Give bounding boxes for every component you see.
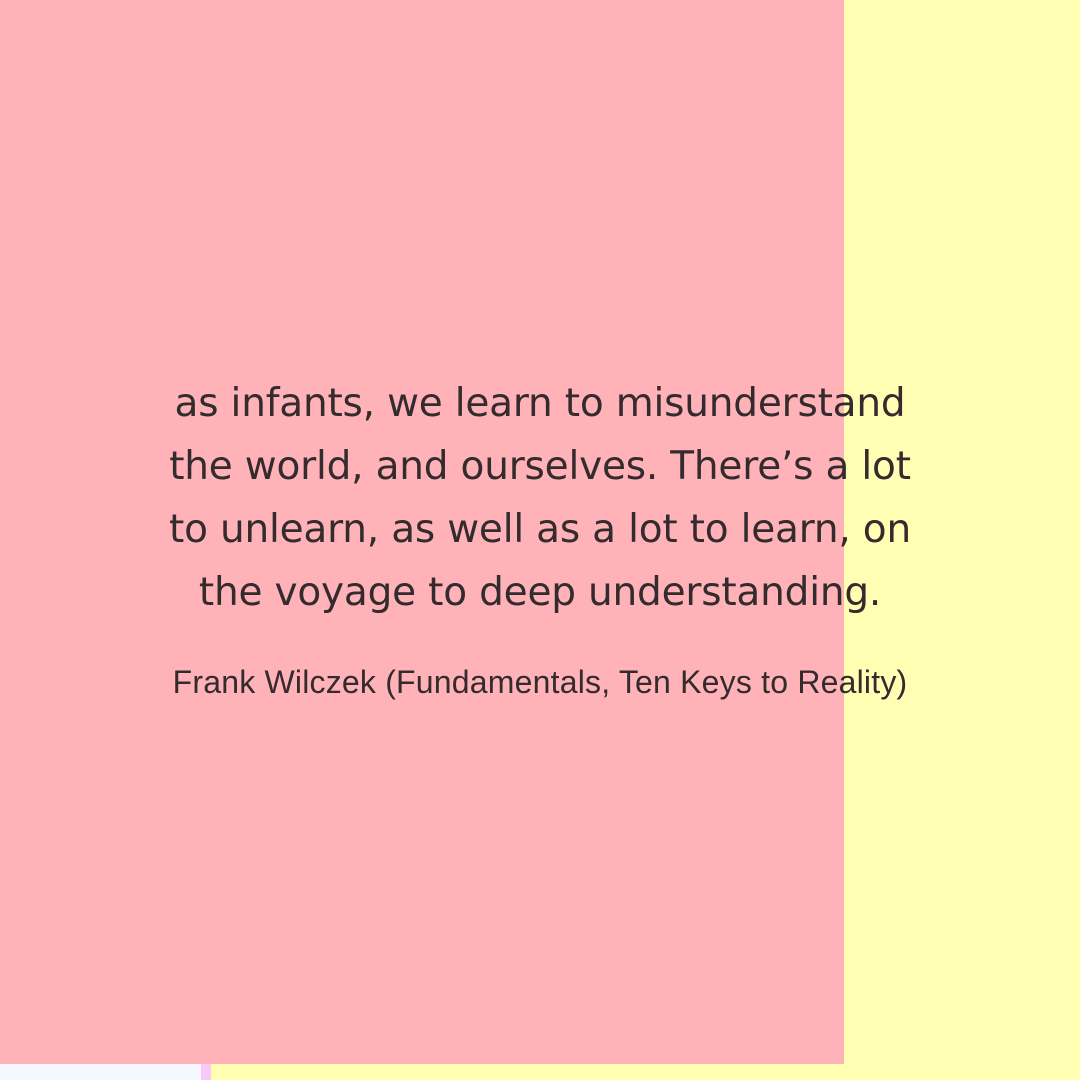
background-violet-strip	[201, 1064, 211, 1080]
quote-card	[140, 372, 940, 702]
quote-text: as infants, we learn to misunderstand the world, and ourselves. There’s a lot to unlearn, as well as a lot to learn, on the voyage to deep understanding.	[169, 381, 911, 615]
background-white-strip	[0, 1064, 201, 1080]
quote-attribution: Frank Wilczek (Fundamentals, Ten Keys to Reality)	[172, 664, 908, 700]
